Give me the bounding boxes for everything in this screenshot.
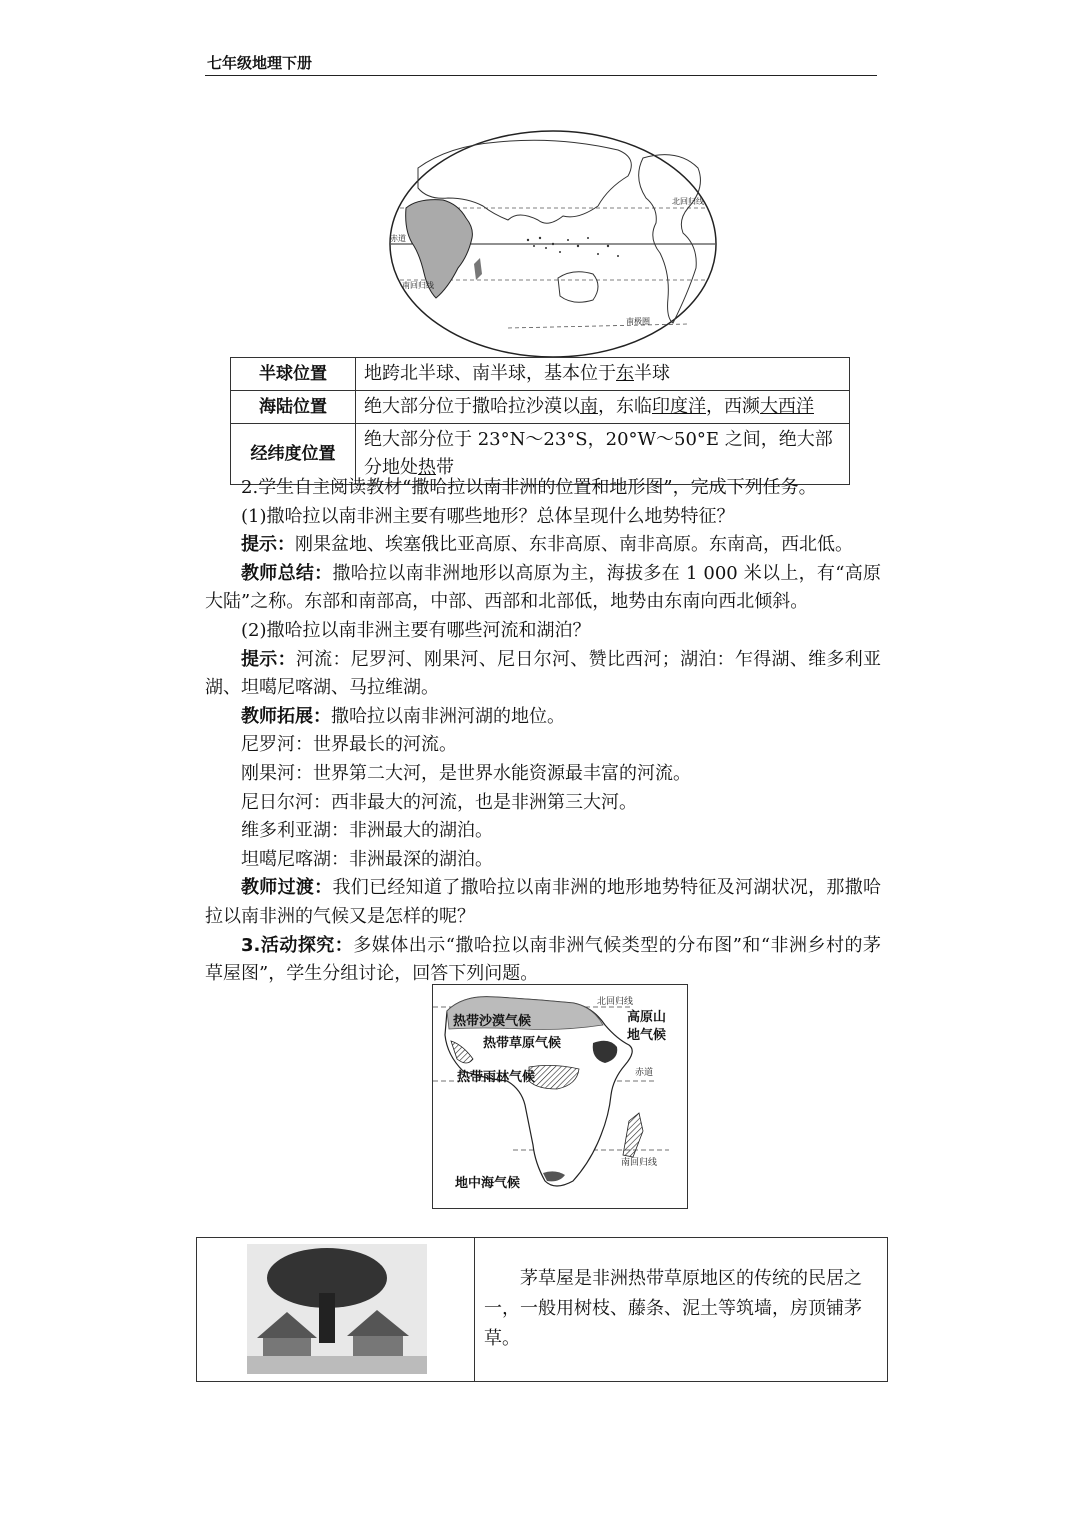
- map-label-equator: 赤道: [390, 234, 406, 243]
- table-row: [231, 358, 850, 391]
- hut-description: 茅草屋是非洲热带草原地区的传统的民居之一，一般用树枝、藤条、泥土等筑墙，房顶铺茅草。: [484, 1268, 862, 1349]
- label-highland-2: 地气候: [627, 1028, 667, 1043]
- paragraph: 提示：刚果盆地、埃塞俄比亚高原、东非高原、南非高原。东南高，西北低。: [241, 534, 853, 556]
- row-value: 地跨北半球、南半球，基本位于东半球: [356, 358, 850, 391]
- paragraph: 教师总结：撒哈拉以南非洲地形以高原为主，海拔多在 1 000 米以上，有“高原大陆”之称。东部和南部高，中部、西部和北部低，地势由东南向西北倾斜。: [205, 562, 881, 613]
- row-value: 绝大部分位于撒哈拉沙漠以南，东临印度洋，西濒大西洋: [356, 391, 850, 424]
- paragraph: 刚果河：世界第二大河，是世界水能资源最丰富的河流。: [241, 762, 691, 784]
- label-tropic-north: 北回归线: [597, 997, 634, 1007]
- hut-figure-box: [196, 1237, 888, 1382]
- paragraph: 教师拓展：撒哈拉以南非洲河湖的地位。: [241, 705, 565, 727]
- paragraph: 教师过渡：我们已经知道了撒哈拉以南非洲的地形地势特征及河湖状况，那撒哈拉以南非洲的气候又是怎样的呢？: [205, 877, 882, 927]
- row-value: 绝大部分位于 23°N～23°S，20°W～50°E 之间，绝大部分地处热带: [356, 424, 850, 485]
- paragraph: 2.学生自主阅读教材“撒哈拉以南非洲的位置和地形图”，完成下列任务。: [241, 477, 817, 498]
- africa-climate-map: [432, 984, 688, 1209]
- row-key: 经纬度位置: [231, 424, 356, 485]
- label-mediterranean: 地中海气候: [455, 1176, 521, 1191]
- paragraph: 提示：河流：尼罗河、刚果河、尼日尔河、赞比西河；湖泊：乍得湖、维多利亚湖、坦噶尼喀湖、马拉维湖。: [205, 648, 882, 699]
- label-rainforest: 热带雨林气候: [457, 1070, 536, 1085]
- paragraph: 尼日尔河：西非最大的河流，也是非洲第三大河。: [241, 791, 637, 813]
- africa-location-table: [230, 357, 850, 485]
- map-label-tropic-north: 北回归线: [672, 197, 704, 206]
- madagascar-climate: [623, 1113, 643, 1157]
- label-highland-1: 高原山: [627, 1010, 667, 1025]
- table-row: [231, 391, 850, 424]
- label-equator: 赤道: [635, 1068, 654, 1078]
- paragraph: 尼罗河：世界最长的河流。: [241, 734, 457, 756]
- map-label-tropic-south: 南回归线: [402, 281, 434, 290]
- paragraph: (1)撒哈拉以南非洲主要有哪些地形？总体呈现什么地势特征？: [241, 505, 735, 527]
- row-key: 海陆位置: [231, 391, 356, 424]
- hut-photo: [197, 1238, 475, 1381]
- label-desert: 热带沙漠气候: [453, 1014, 532, 1029]
- world-map: [388, 128, 718, 360]
- map-label-polar: 南极圈: [626, 317, 650, 326]
- label-tropic-south: 南回归线: [621, 1158, 658, 1168]
- row-key: 半球位置: [231, 358, 356, 391]
- paragraph: 坦噶尼喀湖：非洲最深的湖泊。: [241, 848, 493, 870]
- paragraph: 维多利亚湖：非洲最大的湖泊。: [241, 820, 493, 842]
- label-savanna: 热带草原气候: [483, 1036, 562, 1051]
- paragraph: (2)撒哈拉以南非洲主要有哪些河流和湖泊？: [241, 619, 591, 641]
- book-title: 七年级地理下册: [207, 54, 313, 72]
- paragraph: 3.活动探究：多媒体出示“撒哈拉以南非洲气候类型的分布图”和“非洲乡村的茅草屋图”，学生分组讨论，回答下列问题。: [205, 934, 881, 985]
- page-header: [205, 50, 877, 76]
- lesson-body: [205, 474, 881, 989]
